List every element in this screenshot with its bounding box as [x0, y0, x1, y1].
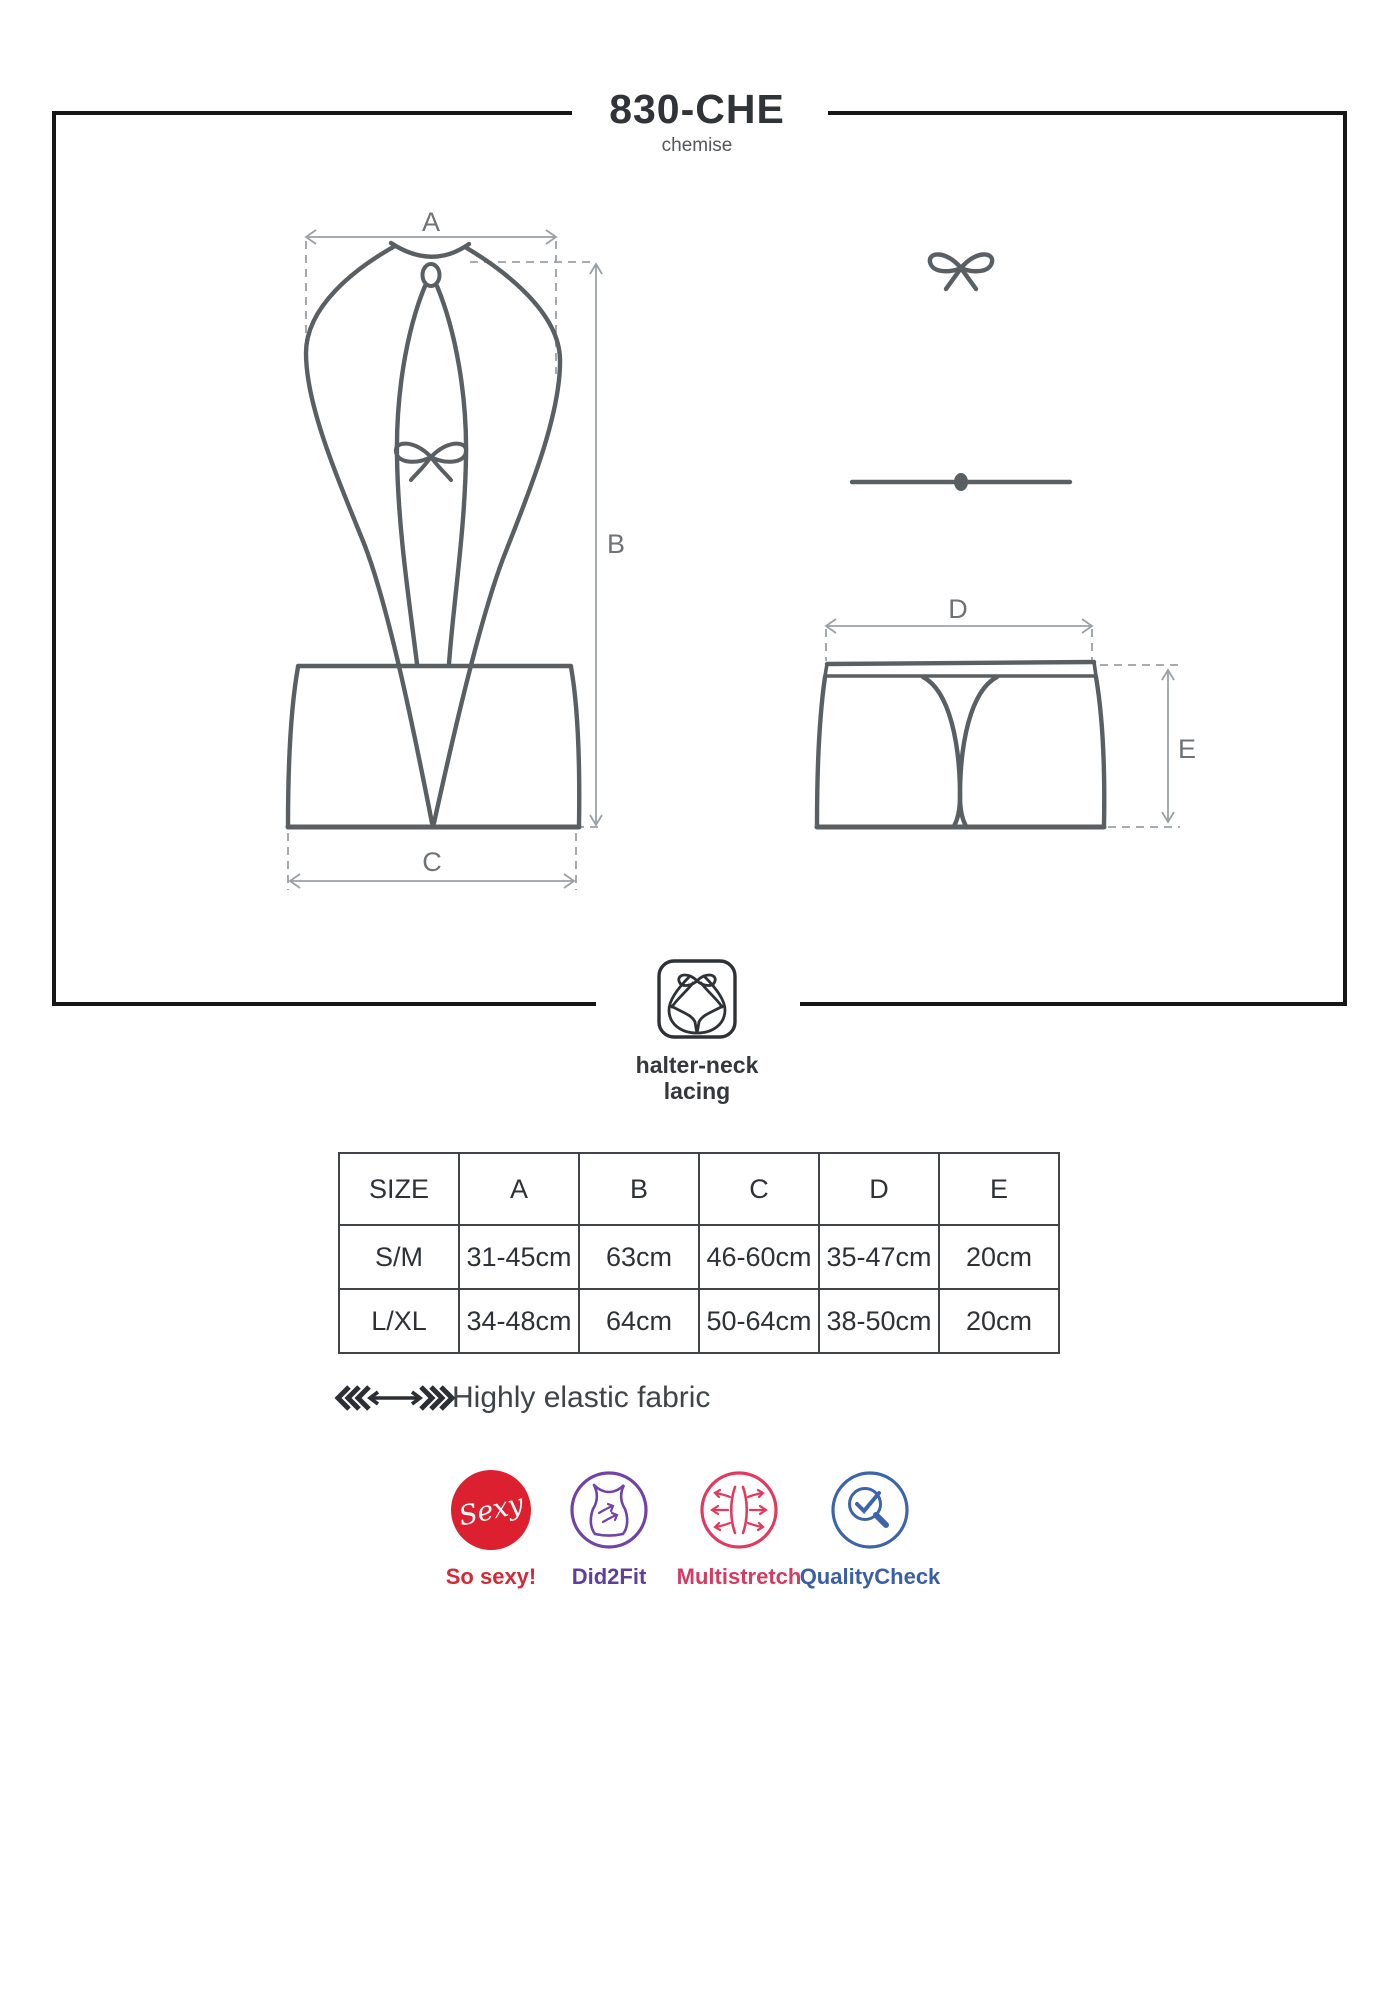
table-header-e: E: [939, 1153, 1059, 1225]
table-cell-b: 63cm: [579, 1225, 699, 1289]
halter-neck-lacing-icon: [650, 952, 744, 1052]
inner-edge-right: [437, 286, 466, 664]
skirt-side-left: [288, 667, 298, 826]
did2fit-badge-icon: [562, 1463, 656, 1557]
elastic-stretch-icon: [330, 1378, 460, 1418]
badge-label-multistretch: Multistretch: [676, 1564, 802, 1589]
table-cell-c: 50-64cm: [699, 1289, 819, 1353]
so-sexy-badge: [444, 1463, 538, 1557]
back-view-dimension-lines: [826, 619, 1180, 827]
back-side-right: [1096, 677, 1104, 826]
size-table-row-sm: [339, 1225, 1059, 1289]
table-cell-b: 64cm: [579, 1289, 699, 1353]
multistretch-badge-icon: [692, 1463, 786, 1557]
page-title: 830-CHE: [609, 86, 785, 132]
table-cell-e: 20cm: [939, 1225, 1059, 1289]
dim-label-d: D: [948, 594, 968, 624]
chemise-front-view: [288, 243, 579, 827]
inner-edge-left: [397, 286, 425, 664]
table-cell-c: 46-60cm: [699, 1225, 819, 1289]
table-cell-e: 20cm: [939, 1289, 1059, 1353]
dim-label-c: C: [422, 847, 442, 877]
skirt-side-right: [571, 667, 579, 826]
waistband-top: [827, 662, 1094, 664]
page-subtitle: chemise: [661, 135, 733, 156]
badge-label-so-sexy: So sexy!: [445, 1564, 537, 1589]
garment-technical-drawing: [52, 113, 1343, 998]
dim-label-a: A: [421, 207, 441, 237]
skirt-back-view: [817, 662, 1104, 827]
size-table: [338, 1152, 1060, 1354]
qualitycheck-badge-icon: [823, 1463, 917, 1557]
outer-edge-left: [306, 246, 432, 823]
dim-label-e: E: [1178, 734, 1197, 764]
thong-curve-right: [954, 677, 997, 826]
table-cell-a: 34-48cm: [459, 1289, 579, 1353]
fabric-label: Highly elastic fabric: [452, 1381, 711, 1414]
front-bow: [396, 444, 466, 480]
size-table-row-lxl: [339, 1289, 1059, 1353]
badge-label-qualitycheck: QualityCheck: [799, 1564, 941, 1589]
badge-label-did2fit: Did2Fit: [571, 1564, 647, 1589]
table-cell-d: 38-50cm: [819, 1289, 939, 1353]
table-header-size: SIZE: [339, 1153, 459, 1225]
neckline: [391, 243, 469, 257]
table-header-a: A: [459, 1153, 579, 1225]
waist-string: [852, 473, 1070, 491]
front-view-dimension-lines: [288, 230, 602, 890]
table-cell-size: S/M: [339, 1225, 459, 1289]
feature-label-line1: halter-neck: [635, 1052, 759, 1078]
tie-bow-icon: [930, 254, 992, 289]
table-header-d: D: [819, 1153, 939, 1225]
table-header-c: C: [699, 1153, 819, 1225]
feature-label-line2: lacing: [663, 1078, 731, 1104]
dim-label-b: B: [607, 529, 626, 559]
size-table-header-row: [339, 1153, 1059, 1225]
back-side-left: [817, 677, 825, 826]
table-cell-d: 35-47cm: [819, 1225, 939, 1289]
table-header-b: B: [579, 1153, 699, 1225]
halter-ring: [423, 264, 440, 286]
sexy-script-text: Sexy: [456, 1488, 527, 1533]
table-cell-a: 31-45cm: [459, 1225, 579, 1289]
table-cell-size: L/XL: [339, 1289, 459, 1353]
